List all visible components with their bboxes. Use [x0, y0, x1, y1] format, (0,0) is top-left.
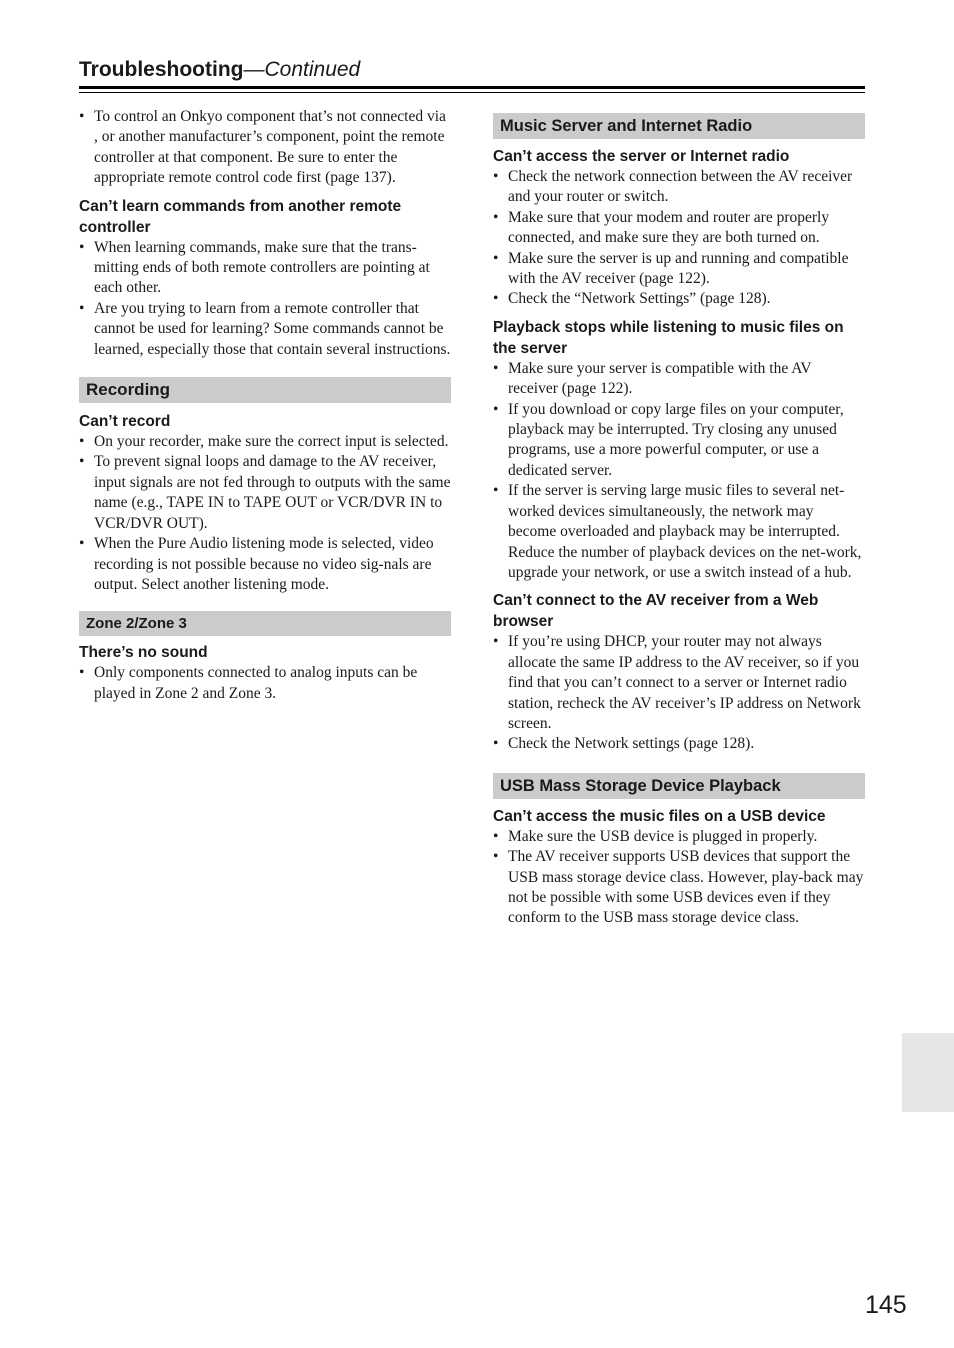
page-title: Troubleshooting—Continued: [79, 58, 361, 81]
music-subheading-web: Can’t connect to the AV receiver from a Web browser: [493, 592, 819, 631]
section-header-usb: USB Mass Storage Device Playback: [493, 773, 865, 799]
zone-bullet-list: [79, 663, 451, 704]
continued-label: —Continued: [243, 58, 361, 81]
list-item: • Make sure the USB device is plugged in properly.: [493, 827, 865, 847]
list-item: • Only components connected to analog inputs can be played in Zone 2 and Zone 3.: [79, 663, 451, 704]
section-header-zone: Zone 2/Zone 3: [79, 611, 451, 636]
learn-bullet-list: [79, 238, 451, 360]
intro-bullet-list: [79, 107, 451, 189]
usb-bullet-list: [493, 827, 865, 929]
page-number: 145: [865, 1291, 907, 1319]
list-item: • If you download or copy large files on your computer, playback may be interrupted. Try closing any unused programs, use a more powerful computer, or use a dedicated server.: [493, 400, 865, 482]
list-item: • Check the “Network Settings” (page 128).: [493, 289, 865, 309]
list-item: • Make sure your server is compatible with the AV receiver (page 122).: [493, 359, 865, 400]
list-item: • Make sure that your modem and router are properly connected, and make sure they are both turned on.: [493, 208, 865, 249]
list-item: • When the Pure Audio listening mode is selected, video recording is not possible because no video sig-nals are output. Select another listening mode.: [79, 534, 451, 595]
left-column: [79, 107, 451, 704]
zone-subheading: There’s no sound: [79, 644, 208, 662]
section-header-music-server: Music Server and Internet Radio: [493, 113, 865, 139]
list-item: • On your recorder, make sure the correct input is selected.: [79, 432, 451, 452]
music-web-bullet-list: [493, 632, 865, 754]
recording-bullet-list: [79, 432, 451, 595]
list-item: • If you’re using DHCP, your router may not always allocate the same IP address to the AV receiver, so if you find that you can’t connect to a server or Internet radio station, recheck the AV receiver’s IP address on Network screen.: [493, 632, 865, 734]
music-subheading-playback: Playback stops while listening to music files on the server: [493, 318, 844, 357]
learn-heading: Can’t learn commands from another remote controller: [79, 197, 402, 236]
music-subheading-access: Can’t access the server or Internet radio: [493, 148, 790, 165]
list-item: • Are you trying to learn from a remote controller that cannot be used for learning? Some commands cannot be learned, especially those that contain several instructions.: [79, 299, 451, 360]
side-thumb-tab: [902, 1033, 954, 1112]
music-access-bullet-list: [493, 167, 865, 310]
usb-subheading: Can’t access the music files on a USB device: [493, 807, 826, 825]
list-item: • Check the Network settings (page 128).: [493, 734, 865, 754]
list-item: • Make sure the server is up and running and compatible with the AV receiver (page 122).: [493, 249, 865, 290]
list-item: • The AV receiver supports USB devices that support the USB mass storage device class. However, play-back may not be possible with some USB devices even if they conform to the USB mass storage device class.: [493, 847, 865, 929]
list-item: • To control an Onkyo component that’s not connected via , or another manufacturer’s component, point the remote controller at that component. Be sure to enter the appropriate remote control code first (page 137).: [79, 107, 451, 189]
list-item: • Check the network connection between the AV receiver and your router or switch.: [493, 167, 865, 208]
section-header-recording: Recording: [79, 377, 451, 403]
list-item: • To prevent signal loops and damage to the AV receiver, input signals are not fed through to outputs with the same name (e.g., TAPE IN to TAPE OUT or VCR/DVR IN to VCR/DVR OUT).: [79, 452, 451, 534]
header-rule-thick: [79, 86, 865, 89]
list-item: • If the server is serving large music files to several net-worked devices simultaneously, the network may become overloaded and playback may be interrupted. Reduce the number of playback devices on the net-work, upgrade your network, or use a switch instead of a hub.: [493, 481, 865, 583]
recording-subheading: Can’t record: [79, 413, 171, 431]
header-rule-thin: [79, 92, 865, 93]
list-item: • When learning commands, make sure that the trans-mitting ends of both remote controllers are pointing at each other.: [79, 238, 451, 299]
right-column: [493, 107, 865, 929]
page-header: [79, 56, 865, 84]
music-playback-bullet-list: [493, 359, 865, 583]
